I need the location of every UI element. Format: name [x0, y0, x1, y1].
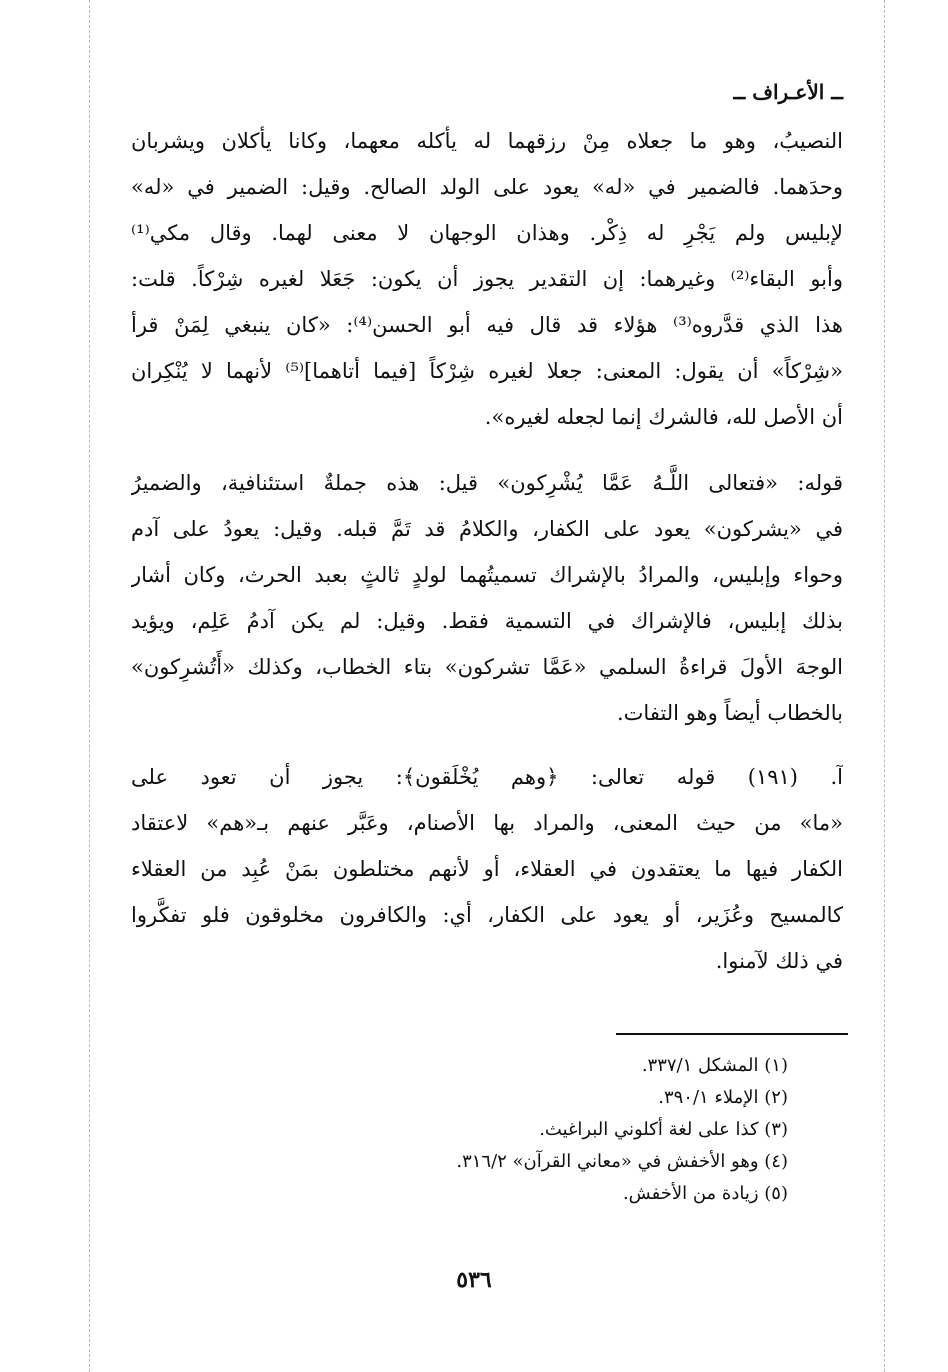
footnote-5: (٥) زيادة من الأخفش.: [622, 1183, 788, 1204]
text-line: أن الأصل لله، فالشرك إنما لجعله لغيره».: [484, 405, 843, 429]
text-line: قوله: «فتعالى اللَّـهُ عَمَّا يُشْرِكون» قيل: هذه جملةٌ استئنافية، والضميرُ: [131, 471, 843, 495]
footnote-3: (٣) كذا على لغة أكلوني البراغيث.: [539, 1119, 788, 1140]
paragraph-1: [131, 118, 843, 440]
text-line: الكفار فيها ما يعتقدون في العقلاء، أو لأنهم مختلطون بمَنْ عُبِد من العقلاء: [131, 857, 843, 881]
text-line: النصيبُ، وهو ما جعلاه مِنْ رزقهما له يأكله معهما، وكانا يأكلان ويشربان: [131, 129, 843, 153]
text-line: لإبليس ولم يَجْرِ له ذِكْر. وهذان الوجهان لا معنى لهما. وقال مكي⁽¹⁾: [131, 221, 843, 245]
text-line: وأبو البقاء⁽²⁾ وغيرهما: إن التقدير يجوز أن يكون: جَعَلا لغيره شِرْكاً. قلت:: [131, 267, 843, 291]
scan-edge-right: [884, 0, 885, 1372]
text-line: الوجهَ الأولَ قراءةُ السلمي «عَمَّا تشركون» بتاء الخطاب، وكذلك «أَتُشرِكون»: [131, 655, 843, 679]
text-line: «ما» من حيث المعنى، والمراد بها الأصنام، وعَبَّر عنهم بـ«هم» لاعتقاد: [131, 811, 843, 835]
footnote-4: (٤) وهو الأخفش في «معاني القرآن» ٣١٦/٢.: [456, 1151, 788, 1172]
running-head: ــ الأعـراف ــ: [733, 80, 843, 104]
footnotes: [308, 1050, 788, 1210]
text-line: وحواء وإبليس، والمرادُ بالإشراك تسميتُهما لولدٍ ثالثٍ بعبد الحرث، وكان أشار: [131, 563, 843, 587]
text-line: هذا الذي قدَّروه⁽³⁾ هؤلاء قد قال فيه أبو الحسن⁽⁴⁾: «كان ينبغي لِمَنْ قرأ: [131, 313, 843, 337]
text-line: بالخطاب أيضاً وهو التفات.: [616, 701, 843, 725]
text-line: في ذلك لآمنوا.: [715, 949, 843, 973]
text-line: «شِرْكاً» أن يقول: المعنى: جعلا لغيره شِرْكاً [فيما أتاهما]⁽⁵⁾ لأنهما لا يُنْكِران: [131, 359, 843, 383]
text-line: في «يشركون» يعود على الكفار، والكلامُ قد تَمَّ قبله. وقيل: يعودُ على آدم: [131, 517, 843, 541]
text-line: وحدَهما. فالضمير في «له» يعود على الولد الصالح. وقيل: الضمير في «له»: [131, 175, 843, 199]
text-line: آ. (١٩١) قوله تعالى: ﴿وهم يُخْلَقون﴾: يجوز أن تعود على: [131, 765, 843, 789]
text-line: بذلك إبليس، فالإشراك في التسمية فقط. وقيل: لم يكن آدمُ عَلِم، ويؤيد: [131, 609, 843, 633]
paragraph-3: [131, 754, 843, 984]
footnote-separator: [616, 1033, 848, 1035]
paragraph-2: [131, 460, 843, 736]
footnote-1: (١) المشكل ٣٣٧/١.: [641, 1055, 788, 1076]
page-number: ٥٣٦: [456, 1267, 492, 1293]
text-line: كالمسيح وعُزَير، أو يعود على الكفار، أي: والكافرون مخلوقون فلو تفكَّروا: [131, 903, 843, 927]
footnote-2: (٢) الإملاء ٣٩٠/١.: [658, 1087, 788, 1108]
scan-edge-left: [89, 0, 90, 1372]
